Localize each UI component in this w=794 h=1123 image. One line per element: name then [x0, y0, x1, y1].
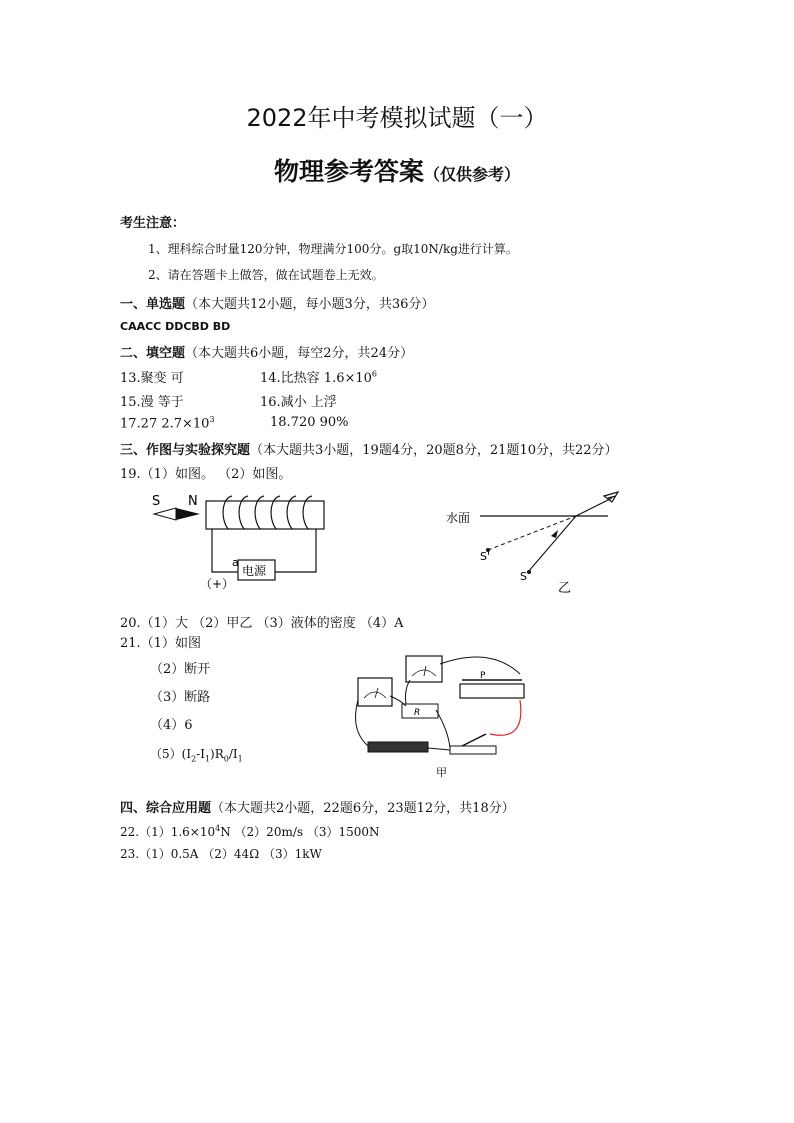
section3-heading: 三、作图与实验探究题: [120, 443, 251, 458]
q17-exp: 3: [209, 415, 215, 424]
ray-arrow: [551, 530, 558, 538]
refraction-figure: [440, 488, 620, 598]
section4-header: [120, 797, 515, 816]
section1-answers: CAACC DDCBD BD: [120, 320, 231, 333]
s-prime-label: S': [480, 550, 491, 563]
q21-5-a: （5）(I: [150, 747, 192, 761]
wire-right: [275, 529, 316, 572]
q22-exp: 4: [215, 824, 221, 833]
q14-text: 14.比热容 1.6×10: [260, 371, 372, 386]
subtitle-main: 物理参考答案: [273, 157, 424, 186]
compass-needle-s: [154, 508, 176, 520]
answer-q23: 23.（1）0.5A （2）44Ω （3）1kW: [120, 847, 322, 861]
eye-ray: [576, 498, 612, 516]
plus-label: （+）: [200, 577, 235, 591]
figure-jia-label: 甲: [436, 766, 447, 779]
section4-desc: （本大题共2小题，22题6分，23题12分，共18分）: [211, 801, 515, 816]
compass-needle-n: [176, 508, 200, 520]
q21-5-g: /I: [228, 747, 238, 761]
rheostat-p-label: P: [480, 671, 486, 681]
wire-answer-red: [490, 700, 521, 735]
answer-q22: [120, 823, 380, 840]
switch-base: [450, 746, 496, 754]
answer-q18: 18.720 90%: [270, 415, 349, 430]
answer-q15: 15.漫 等于: [120, 395, 184, 410]
answer-q21-4: （4）6: [150, 718, 193, 733]
answer-q21-5: [150, 745, 243, 763]
solenoid-figure: [148, 488, 328, 592]
q22-text: 22.（1）1.6×10: [120, 825, 216, 839]
answer-q21-1: 21.（1）如图: [120, 636, 201, 651]
q21-5-c: -I: [196, 747, 205, 761]
wire-6: [428, 748, 450, 750]
rheostat-body: [460, 684, 524, 698]
answer-q16: 16.减小 上浮: [260, 395, 337, 410]
answer-q14: [260, 367, 377, 386]
q21-5-e: )R: [210, 747, 224, 761]
q21-5-h: 1: [237, 754, 243, 764]
answer-q20: 20.（1）大 （2）甲乙 （3）液体的密度 （4）A: [120, 616, 404, 631]
q22-rest: N （2）20m/s （3）1500N: [220, 825, 380, 839]
section1-header: [120, 293, 434, 312]
section1-heading: 一、单选题: [120, 297, 186, 312]
refracted-ray: [528, 516, 576, 572]
terminal-a: a: [232, 556, 239, 569]
q14-exp: 6: [371, 369, 378, 379]
answer-q21-2: （2）断开: [150, 662, 211, 677]
section3-desc: （本大题共3小题，19题4分，20题8分，21题10分，共22分）: [250, 443, 618, 458]
notice-item-1: 1、理科综合时量120分钟，物理满分100分。g取10N/kg进行计算。: [148, 242, 518, 256]
q17-text: 17.27 2.7×10: [120, 416, 210, 432]
subtitle-note: （仅供参考）: [424, 165, 521, 184]
q21-5-d: 1: [204, 754, 211, 764]
q21-5-b: 2: [191, 754, 197, 764]
section1-desc: （本大题共12小题，每小题3分，共36分）: [185, 297, 435, 312]
q21-5-f: 0: [223, 754, 229, 764]
power-label: 电源: [242, 564, 267, 578]
section3-header: [120, 439, 618, 458]
page-subtitle: [0, 152, 794, 188]
answer-q13: 13.聚变 可: [120, 371, 184, 386]
s-label: S: [520, 570, 527, 583]
battery-pack: [368, 742, 428, 752]
section2-header: [120, 342, 413, 361]
ammeter-top: [406, 656, 442, 682]
water-surface-label: 水面: [446, 511, 471, 525]
section2-desc: （本大题共6小题，每空2分，共24分）: [185, 346, 414, 361]
s-point: [527, 570, 531, 574]
section2-heading: 二、填空题: [120, 346, 186, 361]
notice-heading: 考生注意：: [120, 216, 186, 231]
notice-item-2: 2、请在答题卡上做答，做在试题卷上无效。: [148, 268, 384, 282]
wire-3: [406, 680, 411, 704]
solenoid-s-label: S: [152, 494, 161, 509]
switch-lever: [462, 734, 486, 746]
solenoid-n-label: N: [188, 494, 198, 509]
answer-q19: 19.（1）如图。 （2）如图。: [120, 467, 292, 482]
page-title: 2022年中考模拟试题（一）: [246, 104, 548, 132]
section4-heading: 四、综合应用题: [120, 801, 212, 816]
figure-yi-label: 乙: [558, 581, 572, 596]
answer-q17: [120, 415, 215, 431]
resistor-r-label: R: [414, 708, 421, 718]
virtual-image-ray: [488, 516, 576, 550]
circuit-figure: [350, 650, 540, 784]
wire-1: [356, 700, 368, 746]
answer-q21-3: （3）断路: [150, 690, 211, 705]
